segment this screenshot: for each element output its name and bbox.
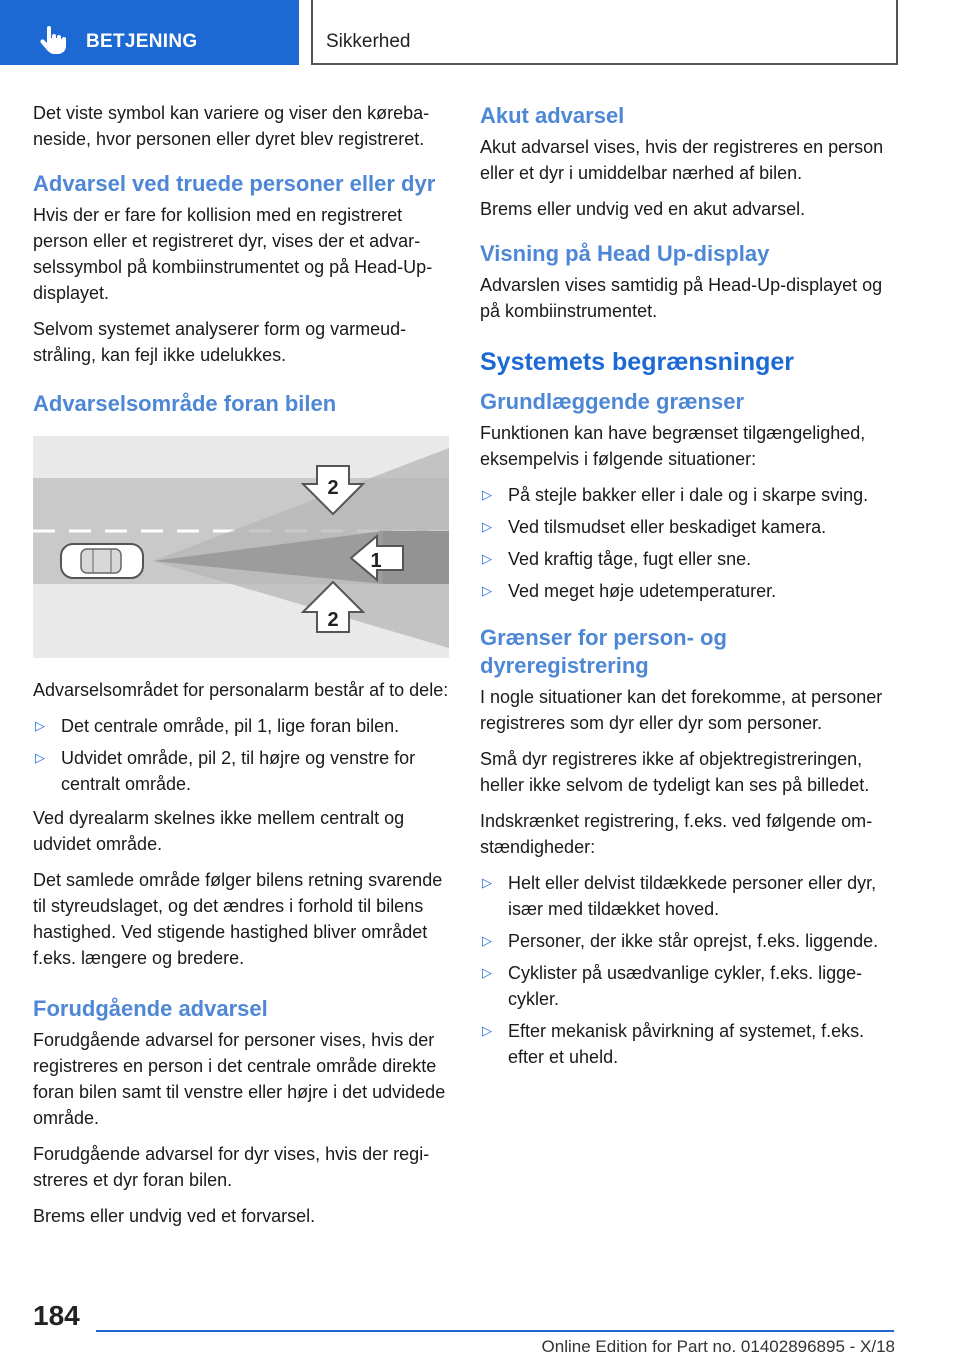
triangle-bullet-icon: ▷	[35, 718, 45, 733]
list-item: ▷ Ved kraftig tåge, fugt eller sne.	[480, 546, 900, 572]
list-item: ▷ Efter mekanisk påvirkning af systemet, f.eks. efter et uheld.	[480, 1018, 900, 1070]
paragraph: Selvom systemet analyserer form og varmeudstråling, kan fejl ikke udelukkes.	[33, 319, 407, 365]
list-item: ▷ Personer, der ikke står oprejst, f.eks. liggende.	[480, 928, 900, 954]
paragraph: Funktionen kan have begrænset tilgængelighed, eksempelvis i følgende situationer:	[480, 423, 866, 469]
triangle-bullet-icon: ▷	[482, 875, 492, 890]
list-item: ▷ Ved tilsmudset eller beskadiget kamera.	[480, 514, 900, 540]
heading-person: Grænser for person- og dyreregistrering	[480, 625, 727, 678]
paragraph: Advarslen vises samtidig på Head-Up-displayet og på kombiinstrumentet.	[480, 275, 883, 321]
section-tab	[0, 0, 299, 65]
triangle-bullet-icon: ▷	[482, 933, 492, 948]
heading-truede: Advarsel ved truede personer eller dyr	[33, 171, 436, 196]
list-item: ▷ Helt eller delvist tildækkede personer eller dyr, især med tildækket hoved.	[480, 870, 900, 922]
edition-text: Online Edition for Part no. 01402896895 - X/18	[541, 1337, 895, 1356]
heading-system: Systemets begrænsninger	[480, 348, 794, 376]
paragraph: I nogle situationer kan det forekomme, at personer registreres som dyr eller dyr som personer.	[480, 687, 883, 733]
left-column	[33, 100, 449, 1239]
bullet-list-person	[480, 870, 900, 1070]
arrow-label: 2	[327, 477, 339, 499]
heading-forud: Forudgående advarsel	[33, 996, 268, 1021]
heading-akut: Akut advarsel	[480, 103, 625, 128]
triangle-bullet-icon: ▷	[482, 519, 492, 534]
list-item: ▷ Ved meget høje udetemperaturer.	[480, 578, 900, 604]
paragraph: Akut advarsel vises, hvis der registreres en person eller et dyr i umiddelbar nærhed af bilen.	[480, 137, 884, 183]
paragraph: Indskrænket registrering, f.eks. ved følgende omstændigheder:	[480, 811, 873, 857]
bullet-list-omraade	[33, 713, 449, 797]
list-item: ▷ På stejle bakker eller i dale og i skarpe sving.	[480, 482, 900, 508]
car-icon	[61, 544, 143, 578]
list-item: ▷ Det centrale område, pil 1, lige foran bilen.	[33, 713, 449, 739]
heading-omraade: Advarselsområde foran bilen	[33, 391, 337, 416]
paragraph: Forudgående advarsel for personer vises, hvis der registreres en person i det centrale område direkte foran bilen samt til venstre eller højre i det udvidede område.	[33, 1030, 446, 1128]
paragraph: Advarselsområdet for personalarm består af to dele:	[33, 680, 449, 700]
arrow-label: 2	[327, 609, 339, 631]
paragraph: Det samlede område følger bilens retning svarende til styreudslaget, og det ændres i forhold til bilens hastighed. Ved stigende hastighed bliver området f.eks. længere og bredere.	[33, 870, 443, 968]
list-item: ▷ Cyklister på usædvanlige cykler, f.eks. liggecykler.	[480, 960, 900, 1012]
list-item: ▷ Udvidet område, pil 2, til højre og venstre for centralt område.	[33, 745, 449, 797]
right-column	[480, 100, 900, 1078]
chapter-label: Sikkerhed	[326, 31, 411, 52]
page-number: 184	[33, 1300, 80, 1331]
footer-rule	[96, 1330, 894, 1332]
paragraph: Brems eller undvig ved et forvarsel.	[33, 1206, 316, 1226]
paragraph: Små dyr registreres ikke af objektregistreringen, heller ikke selvom de tydeligt kan ses på billedet.	[480, 749, 870, 795]
chapter-box	[311, 0, 898, 65]
paragraph: Hvis der er fare for kollision med en registreret person eller et registreret dyr, vises der et advarselssymbol på kombiinstrumentet og på Head-Up-displayet.	[33, 205, 433, 303]
section-label: BETJENING	[86, 31, 198, 52]
triangle-bullet-icon: ▷	[482, 487, 492, 502]
hand-pointer-icon	[38, 26, 68, 56]
warning-area-figure	[33, 436, 449, 658]
arrow-label: 1	[370, 550, 382, 572]
triangle-bullet-icon: ▷	[482, 965, 492, 980]
paragraph: Brems eller undvig ved en akut advarsel.	[480, 199, 806, 219]
triangle-bullet-icon: ▷	[35, 750, 45, 765]
intro-paragraph: Det viste symbol kan variere og viser den kørebaneside, hvor personen eller dyret blev registreret.	[33, 103, 430, 149]
heading-grund: Grundlæggende grænser	[480, 389, 745, 414]
paragraph: Forudgående advarsel for dyr vises, hvis der registreres et dyr foran bilen.	[33, 1144, 430, 1190]
triangle-bullet-icon: ▷	[482, 583, 492, 598]
heading-hud: Visning på Head Up-display	[480, 241, 770, 266]
bullet-list-grund	[480, 482, 900, 604]
paragraph: Ved dyrealarm skelnes ikke mellem centralt og udvidet område.	[33, 808, 405, 854]
triangle-bullet-icon: ▷	[482, 1023, 492, 1038]
triangle-bullet-icon: ▷	[482, 551, 492, 566]
